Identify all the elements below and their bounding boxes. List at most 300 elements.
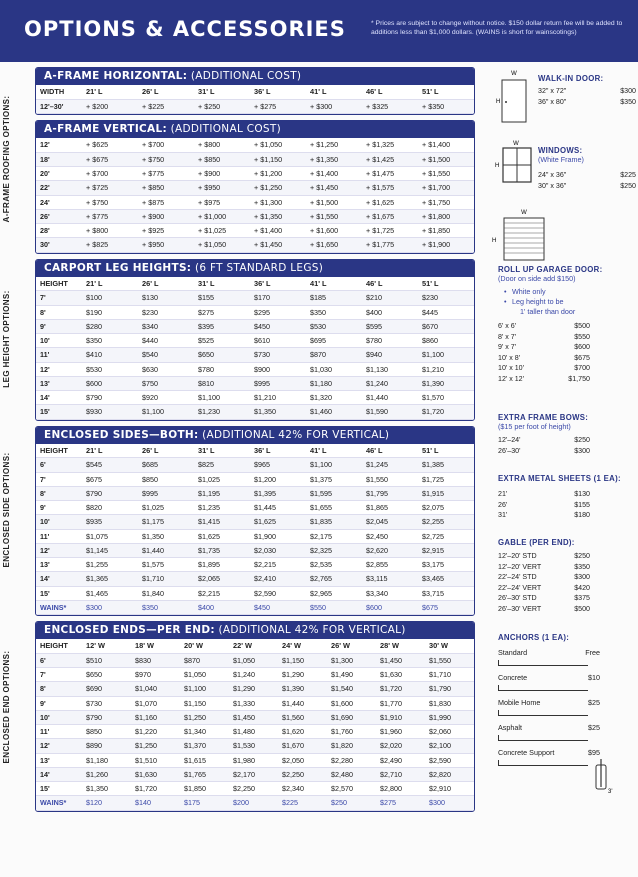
price-cell: $790	[82, 486, 138, 500]
price-cell: $1,250	[180, 710, 229, 724]
price-cell: $1,720	[418, 405, 474, 419]
price-cell: + $750	[82, 195, 138, 209]
price-cell: $730	[250, 348, 306, 362]
anchor-option	[498, 648, 600, 673]
row-label: 12'–30'	[36, 99, 82, 113]
row-label: 13'	[36, 558, 82, 572]
price-cell: + $1,725	[362, 224, 418, 238]
price-cell: $1,510	[131, 753, 180, 767]
price-cell: $2,570	[327, 782, 376, 796]
option-label: 32" x 72"	[538, 87, 567, 95]
price-cell: $1,375	[306, 472, 362, 486]
option-price: $350	[620, 97, 636, 106]
rollup-note: • White only	[502, 287, 636, 297]
price-cell: $1,570	[418, 391, 474, 405]
price-cell: + $950	[194, 181, 250, 195]
price-cell: $2,800	[376, 782, 425, 796]
option-price: $250	[574, 552, 590, 560]
section-title	[36, 260, 474, 277]
section-title-note: (ADDITIONAL 42% FOR VERTICAL)	[198, 428, 390, 441]
price-cell: $820	[82, 501, 138, 515]
price-cell: $2,620	[362, 543, 418, 557]
price-cell: + $1,750	[418, 195, 474, 209]
column-header: HEIGHT	[36, 444, 82, 458]
price-cell: $995	[138, 486, 194, 500]
price-cell: $400	[194, 600, 250, 614]
row-label: WAINS*	[36, 600, 82, 614]
column-header: 31' L	[194, 85, 250, 99]
anchor-icon	[498, 685, 588, 691]
row-label: 10'	[36, 710, 82, 724]
price-cell: + $1,600	[306, 224, 362, 238]
walk-in-door-option	[538, 97, 636, 108]
column-header: 31' L	[194, 277, 250, 291]
price-cell: $1,030	[306, 362, 362, 376]
table-row	[36, 391, 474, 405]
price-cell: $1,910	[376, 710, 425, 724]
column-header: HEIGHT	[36, 639, 82, 653]
header-row	[36, 85, 474, 99]
table-row	[36, 739, 474, 753]
price-cell: $1,240	[229, 668, 278, 682]
width-label: W	[521, 210, 527, 216]
price-cell: + $1,400	[250, 224, 306, 238]
row-label: 15'	[36, 782, 82, 796]
price-cell: $340	[138, 319, 194, 333]
column-header: 12' W	[82, 639, 131, 653]
price-cell: $1,340	[180, 725, 229, 739]
price-cell: + $1,650	[306, 238, 362, 252]
column-header: 46' L	[362, 85, 418, 99]
price-cell: $350	[306, 305, 362, 319]
price-cell: $1,160	[131, 710, 180, 724]
price-cell: $2,050	[278, 753, 327, 767]
section-title-main: A-FRAME HORIZONTAL:	[44, 70, 188, 82]
price-cell: $250	[327, 796, 376, 810]
price-cell: $730	[82, 696, 131, 710]
price-cell: $190	[82, 305, 138, 319]
price-cell: + $750	[138, 152, 194, 166]
column-header: 36' L	[250, 277, 306, 291]
column-header: 22' W	[229, 639, 278, 653]
price-cell: + $350	[418, 99, 474, 113]
rollup-note: • Leg height to be	[502, 297, 636, 307]
price-tables	[35, 67, 475, 817]
price-cell: $1,440	[362, 391, 418, 405]
column-header: HEIGHT	[36, 277, 82, 291]
header-row	[36, 639, 474, 653]
price-cell: $1,790	[425, 682, 474, 696]
price-cell: $2,175	[306, 529, 362, 543]
price-cell: $1,350	[250, 405, 306, 419]
gable-title: GABLE (PER END):	[498, 538, 575, 547]
price-cell: $1,710	[425, 668, 474, 682]
price-cell: $1,390	[418, 376, 474, 390]
rollup-door-title: ROLL UP GARAGE DOOR:	[498, 265, 603, 274]
price-cell: $1,720	[131, 782, 180, 796]
price-cell: $2,590	[425, 753, 474, 767]
table-row	[36, 291, 474, 305]
price-cell: $275	[194, 305, 250, 319]
price-cell: $1,180	[82, 753, 131, 767]
price-cell: $1,450	[376, 653, 425, 667]
table-row	[36, 319, 474, 333]
price-cell: $140	[131, 796, 180, 810]
price-cell: $2,100	[425, 739, 474, 753]
price-cell: $630	[138, 362, 194, 376]
metal-sheets-prices	[498, 489, 590, 521]
price-cell: $445	[418, 305, 474, 319]
price-cell: + $875	[138, 195, 194, 209]
price-cell: $1,150	[180, 696, 229, 710]
price-cell: $300	[82, 600, 138, 614]
row-label: 11'	[36, 348, 82, 362]
price-cell: + $975	[194, 195, 250, 209]
table-row	[36, 167, 474, 181]
column-header: 20' W	[180, 639, 229, 653]
wains-row	[36, 600, 474, 614]
section-title-main: A-FRAME VERTICAL:	[44, 123, 167, 135]
price-cell: $350	[82, 334, 138, 348]
price-cell: $2,340	[278, 782, 327, 796]
price-cell: $2,075	[418, 501, 474, 515]
anchor-label: Concrete	[498, 673, 528, 682]
price-cell: $675	[82, 472, 138, 486]
price-cell: $850	[82, 725, 131, 739]
price-cell: $2,710	[376, 767, 425, 781]
row-label: 7'	[36, 291, 82, 305]
price-cell: $1,630	[131, 767, 180, 781]
price-cell: $3,175	[418, 558, 474, 572]
price-cell: + $1,700	[418, 181, 474, 195]
row-label: 8'	[36, 682, 82, 696]
row-label: 15'	[36, 586, 82, 600]
price-cell: + $1,450	[306, 181, 362, 195]
price-cell: $1,465	[82, 586, 138, 600]
price-cell: $675	[418, 600, 474, 614]
row-label: 15'	[36, 405, 82, 419]
price-cell: $185	[306, 291, 362, 305]
price-cell: + $775	[138, 167, 194, 181]
roof-options-label: A-FRAME ROOFING OPTIONS:	[2, 95, 11, 223]
price-cell: $600	[362, 600, 418, 614]
anchor-label: Asphalt	[498, 723, 522, 732]
table-row	[36, 209, 474, 223]
price-cell: $610	[250, 334, 306, 348]
rollup-door-notes	[502, 287, 636, 317]
price-cell: + $700	[138, 138, 194, 152]
price-cell: $2,490	[376, 753, 425, 767]
section-title-main: ENCLOSED SIDES—BOTH:	[44, 428, 199, 441]
option-price: $675	[574, 353, 590, 362]
header-row	[36, 444, 474, 458]
row-label: 13'	[36, 376, 82, 390]
price-cell: $1,195	[194, 486, 250, 500]
price-cell: $3,465	[418, 572, 474, 586]
price-cell: $1,765	[180, 767, 229, 781]
price-cell: $1,050	[229, 653, 278, 667]
row-label: 9'	[36, 319, 82, 333]
price-cell: $175	[180, 796, 229, 810]
price-cell: + $775	[82, 209, 138, 223]
row-label: 9'	[36, 696, 82, 710]
price-cell: $200	[229, 796, 278, 810]
price-cell: + $800	[82, 224, 138, 238]
price-cell: $1,840	[138, 586, 194, 600]
price-cell: + $850	[194, 152, 250, 166]
row-label: WAINS*	[36, 796, 82, 810]
price-cell: $600	[82, 376, 138, 390]
column-header: 31' L	[194, 444, 250, 458]
row-label: 14'	[36, 767, 82, 781]
price-cell: $1,240	[362, 376, 418, 390]
section-title-note: (ADDITIONAL COST)	[187, 70, 302, 82]
price-cell: $1,390	[278, 682, 327, 696]
option-label: 36" x 80"	[538, 97, 567, 106]
price-cell: + $1,450	[250, 238, 306, 252]
row-label: 10'	[36, 515, 82, 529]
price-cell: $1,550	[362, 472, 418, 486]
price-cell: + $1,500	[418, 152, 474, 166]
section-title-note: (ADDITIONAL COST)	[166, 123, 282, 135]
option-label: 12'–24'	[498, 436, 521, 444]
option-label: 22'–24' STD	[498, 573, 537, 581]
walk-in-door-title: WALK-IN DOOR:	[538, 74, 604, 83]
price-cell: $1,365	[82, 572, 138, 586]
frame-bows-title: EXTRA FRAME BOWS:	[498, 413, 589, 422]
concrete-support-icon	[590, 757, 614, 795]
table-row	[36, 458, 474, 472]
price-cell: $695	[306, 334, 362, 348]
row-label: 18'	[36, 152, 82, 166]
price-cell: $1,235	[194, 501, 250, 515]
gable-option	[498, 562, 590, 573]
height-label: H	[495, 163, 500, 169]
price-cell: $790	[82, 391, 138, 405]
table-row	[36, 405, 474, 419]
price-cell: $1,320	[306, 391, 362, 405]
price-cell: $2,255	[418, 515, 474, 529]
price-cell: + $1,050	[250, 138, 306, 152]
row-label: 7'	[36, 472, 82, 486]
column-header: 41' L	[306, 444, 362, 458]
price-cell: $1,150	[278, 653, 327, 667]
support-dimension: 3'	[608, 789, 613, 795]
window-option	[538, 181, 636, 192]
price-cell: + $675	[82, 152, 138, 166]
option-label: 9' x 7'	[498, 343, 517, 351]
price-cell: $810	[194, 376, 250, 390]
row-label: 13'	[36, 753, 82, 767]
table-row	[36, 682, 474, 696]
price-cell: $1,440	[278, 696, 327, 710]
frame-bows-prices	[498, 435, 590, 456]
price-cell: $1,175	[138, 515, 194, 529]
column-header: 46' L	[362, 444, 418, 458]
header-row	[36, 277, 474, 291]
row-label: 24'	[36, 195, 82, 209]
width-label: W	[511, 71, 517, 77]
table-row	[36, 586, 474, 600]
price-cell: $1,395	[250, 486, 306, 500]
price-cell: $1,145	[82, 543, 138, 557]
price-table	[36, 277, 474, 420]
table-row	[36, 362, 474, 376]
column-header: 41' L	[306, 277, 362, 291]
price-cell: $1,670	[278, 739, 327, 753]
row-label: 6'	[36, 458, 82, 472]
price-cell: $2,535	[306, 558, 362, 572]
price-cell: $1,100	[306, 458, 362, 472]
table-row	[36, 472, 474, 486]
price-cell: + $800	[194, 138, 250, 152]
price-cell: $1,025	[194, 472, 250, 486]
walk-in-door-diagram	[494, 68, 534, 128]
row-label: 26'	[36, 209, 82, 223]
price-cell: $830	[131, 653, 180, 667]
price-cell: $275	[376, 796, 425, 810]
price-cell: $2,170	[229, 767, 278, 781]
price-cell: + $325	[362, 99, 418, 113]
price-cell: $1,070	[131, 696, 180, 710]
height-label: H	[496, 99, 501, 105]
gable-option	[498, 593, 590, 604]
price-cell: $295	[250, 305, 306, 319]
price-cell: $780	[194, 362, 250, 376]
table-row	[36, 558, 474, 572]
price-cell: + $1,675	[362, 209, 418, 223]
column-header: 41' L	[306, 85, 362, 99]
table-row	[36, 99, 474, 113]
option-price: $1,750	[568, 374, 590, 383]
price-cell: + $1,350	[306, 152, 362, 166]
price-cell: + $850	[138, 181, 194, 195]
option-label: 26'–30'	[498, 446, 521, 455]
gable-option	[498, 572, 590, 583]
price-cell: $1,075	[82, 529, 138, 543]
price-cell: $120	[82, 796, 131, 810]
price-cell: $3,340	[362, 586, 418, 600]
price-cell: $170	[250, 291, 306, 305]
anchor-label: Standard	[498, 648, 528, 657]
option-price: $250	[620, 181, 636, 190]
price-cell: $1,200	[250, 472, 306, 486]
price-cell: $1,540	[327, 682, 376, 696]
price-cell: $545	[82, 458, 138, 472]
price-cell: $1,255	[82, 558, 138, 572]
price-cell: $780	[362, 334, 418, 348]
option-label: 30" x 36"	[538, 181, 567, 190]
price-cell: $860	[418, 334, 474, 348]
section-title	[36, 68, 474, 85]
frame-bows-option	[498, 435, 590, 446]
page-header	[0, 0, 638, 62]
anchor-icon	[498, 760, 588, 766]
price-cell: $350	[138, 600, 194, 614]
column-header: 21' L	[82, 85, 138, 99]
column-header: 51' L	[418, 85, 474, 99]
aframe-vertical-section	[35, 120, 475, 254]
price-cell: $450	[250, 600, 306, 614]
table-row	[36, 782, 474, 796]
price-table	[36, 444, 474, 616]
price-cell: $1,220	[131, 725, 180, 739]
price-cell: $890	[82, 739, 131, 753]
price-cell: $1,865	[362, 501, 418, 515]
price-cell: $1,460	[306, 405, 362, 419]
price-cell: + $725	[82, 181, 138, 195]
price-cell: $995	[250, 376, 306, 390]
option-label: 21'	[498, 490, 508, 498]
section-title	[36, 622, 474, 639]
price-table	[36, 138, 474, 253]
price-cell: $670	[418, 319, 474, 333]
price-cell: $2,410	[250, 572, 306, 586]
price-cell: $920	[138, 391, 194, 405]
row-label: 12'	[36, 138, 82, 152]
gable-option	[498, 604, 590, 615]
price-cell: $1,490	[327, 668, 376, 682]
price-cell: $1,620	[278, 725, 327, 739]
price-cell: $690	[82, 682, 131, 696]
price-cell: + $1,000	[194, 209, 250, 223]
price-cell: $1,595	[306, 486, 362, 500]
price-cell: $525	[194, 334, 250, 348]
price-cell: $1,590	[362, 405, 418, 419]
option-price: $500	[574, 322, 590, 330]
price-cell: + $1,775	[362, 238, 418, 252]
price-cell: $2,250	[278, 767, 327, 781]
row-label: 14'	[36, 572, 82, 586]
price-cell: $1,655	[306, 501, 362, 515]
option-label: 26'	[498, 500, 508, 509]
walk-in-door-option	[538, 86, 636, 97]
row-label: 8'	[36, 486, 82, 500]
anchor-price: $10	[588, 673, 600, 682]
price-cell: $1,210	[418, 362, 474, 376]
section-title	[36, 427, 474, 444]
walk-in-door-prices	[538, 86, 636, 107]
option-label: 26'–30' STD	[498, 594, 537, 602]
window-prices	[538, 170, 636, 191]
price-cell: $2,060	[425, 725, 474, 739]
price-cell: $2,480	[327, 767, 376, 781]
price-cell: $1,820	[327, 739, 376, 753]
rollup-door-option	[498, 374, 590, 385]
table-row	[36, 501, 474, 515]
price-cell: $550	[306, 600, 362, 614]
row-label: 22'	[36, 181, 82, 195]
carport-leg-heights-section	[35, 259, 475, 421]
price-cell: $2,045	[362, 515, 418, 529]
column-header: 28' W	[376, 639, 425, 653]
anchor-prices	[498, 648, 600, 773]
option-price: $350	[574, 562, 590, 571]
price-cell: $1,040	[131, 682, 180, 696]
rollup-door-option	[498, 342, 590, 353]
price-cell: $2,065	[194, 572, 250, 586]
price-cell: + $300	[306, 99, 362, 113]
table-row	[36, 710, 474, 724]
option-label: 12'–20' STD	[498, 552, 537, 560]
price-cell: $3,115	[362, 572, 418, 586]
enclosed-ends-section	[35, 621, 475, 812]
price-cell: + $825	[82, 238, 138, 252]
price-cell: + $1,350	[250, 209, 306, 223]
price-cell: $1,895	[194, 558, 250, 572]
table-row	[36, 486, 474, 500]
price-cell: + $1,400	[306, 167, 362, 181]
